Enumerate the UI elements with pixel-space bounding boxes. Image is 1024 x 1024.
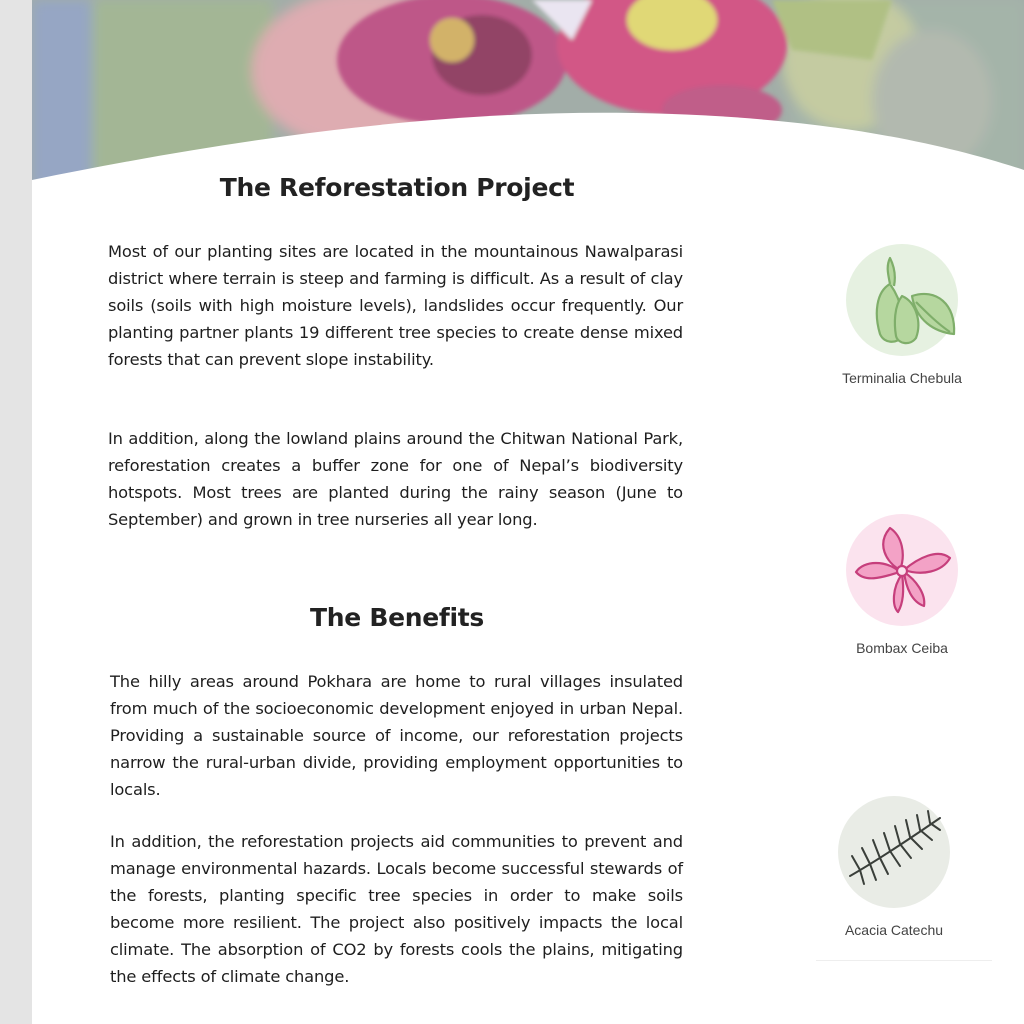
species-bombax-ceiba bbox=[812, 514, 992, 656]
species-label-acacia: Acacia Catechu bbox=[844, 922, 944, 938]
species-acacia-catechu bbox=[804, 796, 984, 938]
benefits-title: The Benefits bbox=[310, 603, 484, 632]
terminalia-fruit-icon bbox=[846, 244, 958, 356]
header-flower-photo bbox=[32, 0, 1024, 190]
reforestation-title: The Reforestation Project bbox=[219, 173, 575, 202]
benefits-paragraph-1: The hilly areas around Pokhara are home to rural villages insulated from much of the socioeconomic development enjoyed in urban Nepal. Providing a sustainable source of income, our reforestation projects narrow the rural-urban divide, providing employment opportunities to locals. bbox=[110, 672, 683, 799]
bombax-flower-icon bbox=[846, 514, 958, 626]
species-label-terminalia: Terminalia Chebula bbox=[842, 370, 962, 386]
reforestation-paragraph-2: In addition, along the lowland plains around the Chitwan National Park, reforestation creates a buffer zone for one of Nepal’s biodiversity hotspots. Most trees are planted during the rainy season (June to September) and grown in tree nurseries all year long. bbox=[108, 429, 683, 529]
acacia-leaf-icon bbox=[838, 796, 950, 908]
species-terminalia-chebula bbox=[812, 244, 992, 386]
benefits-paragraph-2: In addition, the reforestation projects aid communities to prevent and manage environmental hazards. Locals become successful stewards of the forests, planting specific tree species in order to make soils become more resilient. The project also positively impacts the local climate. The absorption of CO2 by forests cools the plains, mitigating the effects of climate change. bbox=[110, 832, 683, 986]
divider-line bbox=[816, 960, 992, 961]
species-label-bombax: Bombax Ceiba bbox=[856, 640, 948, 656]
reforestation-paragraph-1: Most of our planting sites are located in the mountainous Nawalparasi district where terrain is steep and farming is difficult. As a result of clay soils (soils with high moisture levels), landslides occur frequently. Our planting partner plants 19 different tree species to create dense mixed forests that can prevent slope instability. bbox=[108, 242, 683, 369]
document-page bbox=[32, 0, 1024, 1024]
